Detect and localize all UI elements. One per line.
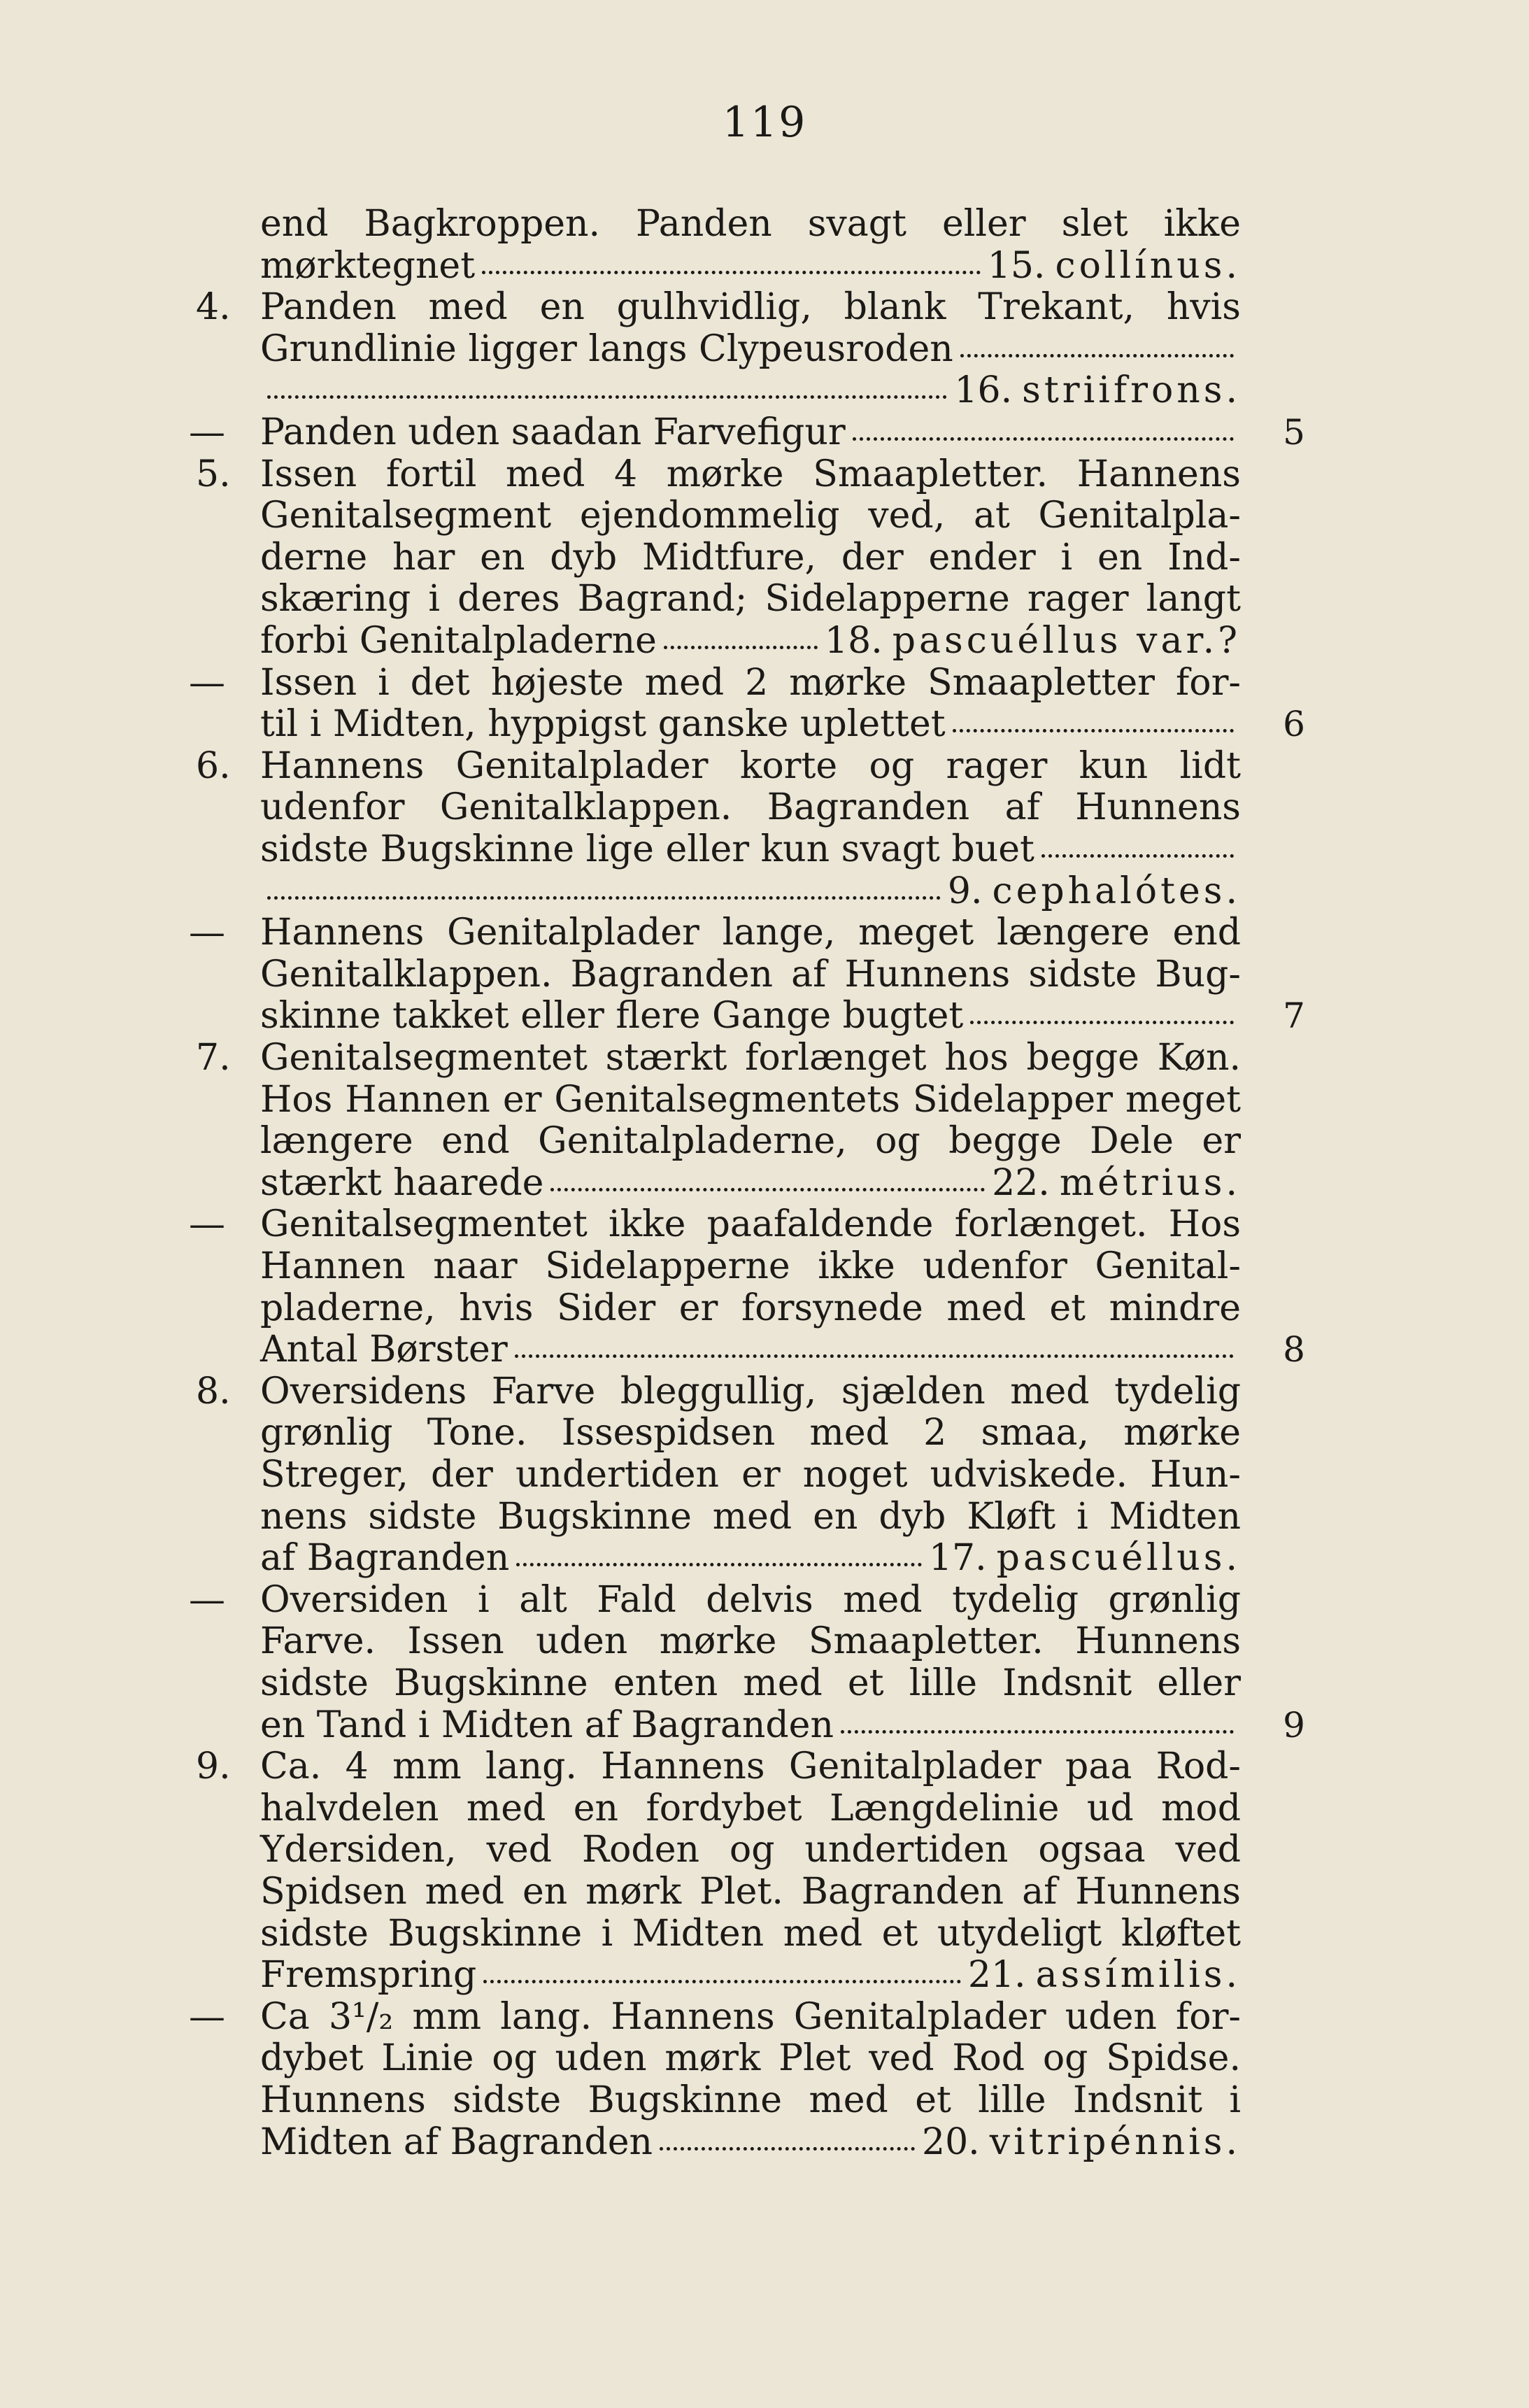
dot-leader <box>841 1730 1234 1734</box>
line-text: mørktegnet <box>260 245 476 287</box>
species-line <box>260 620 1241 662</box>
dot-leader <box>970 1021 1234 1024</box>
dot-leader <box>267 896 941 900</box>
dot-leader <box>515 1354 1234 1358</box>
couplet-marker: — <box>189 1203 225 1245</box>
text-line: Ca 3¹/₂ mm lang. Hannens Genitalplader uden for- <box>260 1996 1241 2038</box>
line-text: Midten af Bagranden <box>260 2121 653 2163</box>
text-line: derne har en dyb Midtfure, der ender i en Ind- <box>260 537 1241 579</box>
dot-leader <box>960 354 1234 357</box>
couplet-marker: — <box>189 1579 225 1621</box>
couplet-marker: 5. <box>196 453 231 495</box>
text-line: længere end Genitalpladerne, og begge Dele er <box>260 1120 1241 1162</box>
text-line: dybet Linie og uden mørk Plet ved Rod og Spidse. <box>260 2037 1241 2079</box>
dot-leader <box>1041 854 1234 858</box>
line-text: sidste Bugskinne lige eller kun svagt buet <box>260 828 1034 870</box>
goto-couplet: 8 <box>1283 1329 1305 1370</box>
dot-leader <box>550 1188 985 1191</box>
text-line: nens sidste Bugskinne med en dyb Kløft i Midten <box>260 1496 1241 1538</box>
couplet-marker: 9. <box>196 1745 231 1787</box>
line-text: til i Midten, hyppigst ganske uplettet <box>260 703 946 745</box>
dot-leader <box>953 729 1234 732</box>
species-line <box>260 369 1241 411</box>
species-line <box>260 2121 1241 2163</box>
text-line: udenfor Genitalklappen. Bagranden af Hunnens <box>260 786 1241 828</box>
species-number: 9. <box>947 870 983 912</box>
line-text: Fremspring <box>260 1954 477 1996</box>
text-line: grønlig Tone. Issespidsen med 2 smaa, mørke <box>260 1412 1241 1454</box>
species-name: cephalótes. <box>992 870 1241 912</box>
text-line: pladerne, hvis Sider er forsynede med et mindre <box>260 1287 1241 1329</box>
line-text: forbi Genitalpladerne <box>260 620 657 662</box>
text-line: Ca. 4 mm lang. Hannens Genitalplader paa Rod- <box>260 1745 1241 1787</box>
couplet-marker: — <box>189 912 225 954</box>
text-line: Oversidens Farve bleggullig, sjælden med tydelig <box>260 1371 1241 1412</box>
species-line <box>260 1162 1241 1204</box>
species-number: 22. <box>992 1162 1050 1204</box>
text-line: Ydersiden, ved Roden og undertiden ogsaa ved <box>260 1829 1241 1871</box>
couplet-marker: — <box>189 662 225 704</box>
line-text: Antal Børster <box>260 1329 508 1371</box>
text-line: Farve. Issen uden mørke Smaapletter. Hunnens <box>260 1620 1241 1662</box>
species-name: métrius. <box>1059 1162 1241 1204</box>
dot-leader <box>660 2147 915 2151</box>
line-text: skinne takket eller flere Gange bugtet <box>260 995 964 1037</box>
dot-leader <box>482 271 981 274</box>
species-line <box>260 245 1241 287</box>
couplet-marker: 8. <box>196 1371 231 1412</box>
text-line: Issen i det højeste med 2 mørke Smaapletter for- <box>260 662 1241 704</box>
line-text: Panden uden saadan Farvefigur <box>260 411 846 453</box>
text-line: Panden med en gulhvidlig, blank Trekant, hvis <box>260 286 1241 328</box>
goto-couplet: 5 <box>1283 412 1305 453</box>
species-name: vitripénnis. <box>989 2121 1241 2163</box>
text-line: Genitalsegmentet stærkt forlænget hos begge Køn. <box>260 1037 1241 1079</box>
couplet-marker: 4. <box>196 286 231 328</box>
line-text: en Tand i Midten af Bagranden <box>260 1704 834 1746</box>
text-line: Oversiden i alt Fald delvis med tydelig grønlig <box>260 1579 1241 1621</box>
couplet-marker: 6. <box>196 745 231 787</box>
line-text: af Bagranden <box>260 1537 510 1579</box>
species-number: 18. <box>825 620 883 662</box>
species-number: 20. <box>922 2121 980 2163</box>
dot-leader <box>483 1980 961 1983</box>
text-line: Issen fortil med 4 mørke Smaapletter. Hannens <box>260 453 1241 495</box>
dot-leader <box>664 646 818 649</box>
page-number: 119 <box>722 98 807 147</box>
goto-couplet: 6 <box>1283 704 1305 744</box>
species-line <box>260 870 1241 912</box>
leader-line <box>260 1329 1241 1371</box>
text-line: sidste Bugskinne enten med et lille Indsnit eller <box>260 1662 1241 1704</box>
leader-line <box>260 828 1241 870</box>
text-line: Hos Hannen er Genitalsegmentets Sidelapper meget <box>260 1079 1241 1121</box>
goto-couplet: 9 <box>1283 1705 1305 1745</box>
couplet-marker: — <box>189 411 225 453</box>
text-line: Genitalsegmentet ikke paafaldende forlænget. Hos <box>260 1203 1241 1245</box>
species-name: pascuéllus var.? <box>892 620 1241 662</box>
dot-leader <box>516 1563 922 1566</box>
species-line <box>260 1954 1241 1996</box>
species-number: 17. <box>928 1537 987 1579</box>
text-line: end Bagkroppen. Panden svagt eller slet ikke <box>260 203 1241 245</box>
species-name: assímilis. <box>1035 1954 1241 1996</box>
text-line: Hannens Genitalplader lange, meget længere end <box>260 912 1241 954</box>
goto-couplet: 7 <box>1283 996 1305 1036</box>
line-text: stærkt haarede <box>260 1162 544 1204</box>
text-line: Streger, der undertiden er noget udviskede. Hun- <box>260 1454 1241 1496</box>
species-name: striifrons. <box>1022 369 1241 411</box>
leader-line <box>260 1704 1241 1746</box>
species-name: collínus. <box>1055 245 1241 287</box>
text-line: Hunnens sidste Bugskinne med et lille Indsnit i <box>260 2079 1241 2121</box>
couplet-marker: 7. <box>196 1037 231 1079</box>
text-line: halvdelen med en fordybet Længdelinie ud mod <box>260 1787 1241 1829</box>
text-line: Genitalklappen. Bagranden af Hunnens sidste Bug- <box>260 954 1241 996</box>
line-text: Grundlinie ligger langs Clypeusroden <box>260 328 953 370</box>
text-line: Spidsen med en mørk Plet. Bagranden af Hunnens <box>260 1871 1241 1913</box>
text-line: skæring i deres Bagrand; Sidelapperne rager langt <box>260 578 1241 620</box>
leader-line <box>260 328 1241 370</box>
species-number: 15. <box>987 245 1046 287</box>
text-line: Genitalsegment ejendommelig ved, at Genitalpla- <box>260 495 1241 537</box>
species-name: pascuéllus. <box>996 1537 1241 1579</box>
text-line: sidste Bugskinne i Midten med et utydeligt kløftet <box>260 1913 1241 1955</box>
text-line: Hannens Genitalplader korte og rager kun lidt <box>260 745 1241 787</box>
species-number: 16. <box>954 369 1013 411</box>
text-line: Hannen naar Sidelapperne ikke udenfor Genital- <box>260 1245 1241 1287</box>
species-line <box>260 1537 1241 1579</box>
dot-leader <box>267 395 947 399</box>
couplet-marker: — <box>189 1996 225 2038</box>
dot-leader <box>853 437 1234 441</box>
leader-line <box>260 703 1241 745</box>
leader-line <box>260 995 1241 1037</box>
species-number: 21. <box>967 1954 1026 1996</box>
leader-line <box>260 411 1241 453</box>
